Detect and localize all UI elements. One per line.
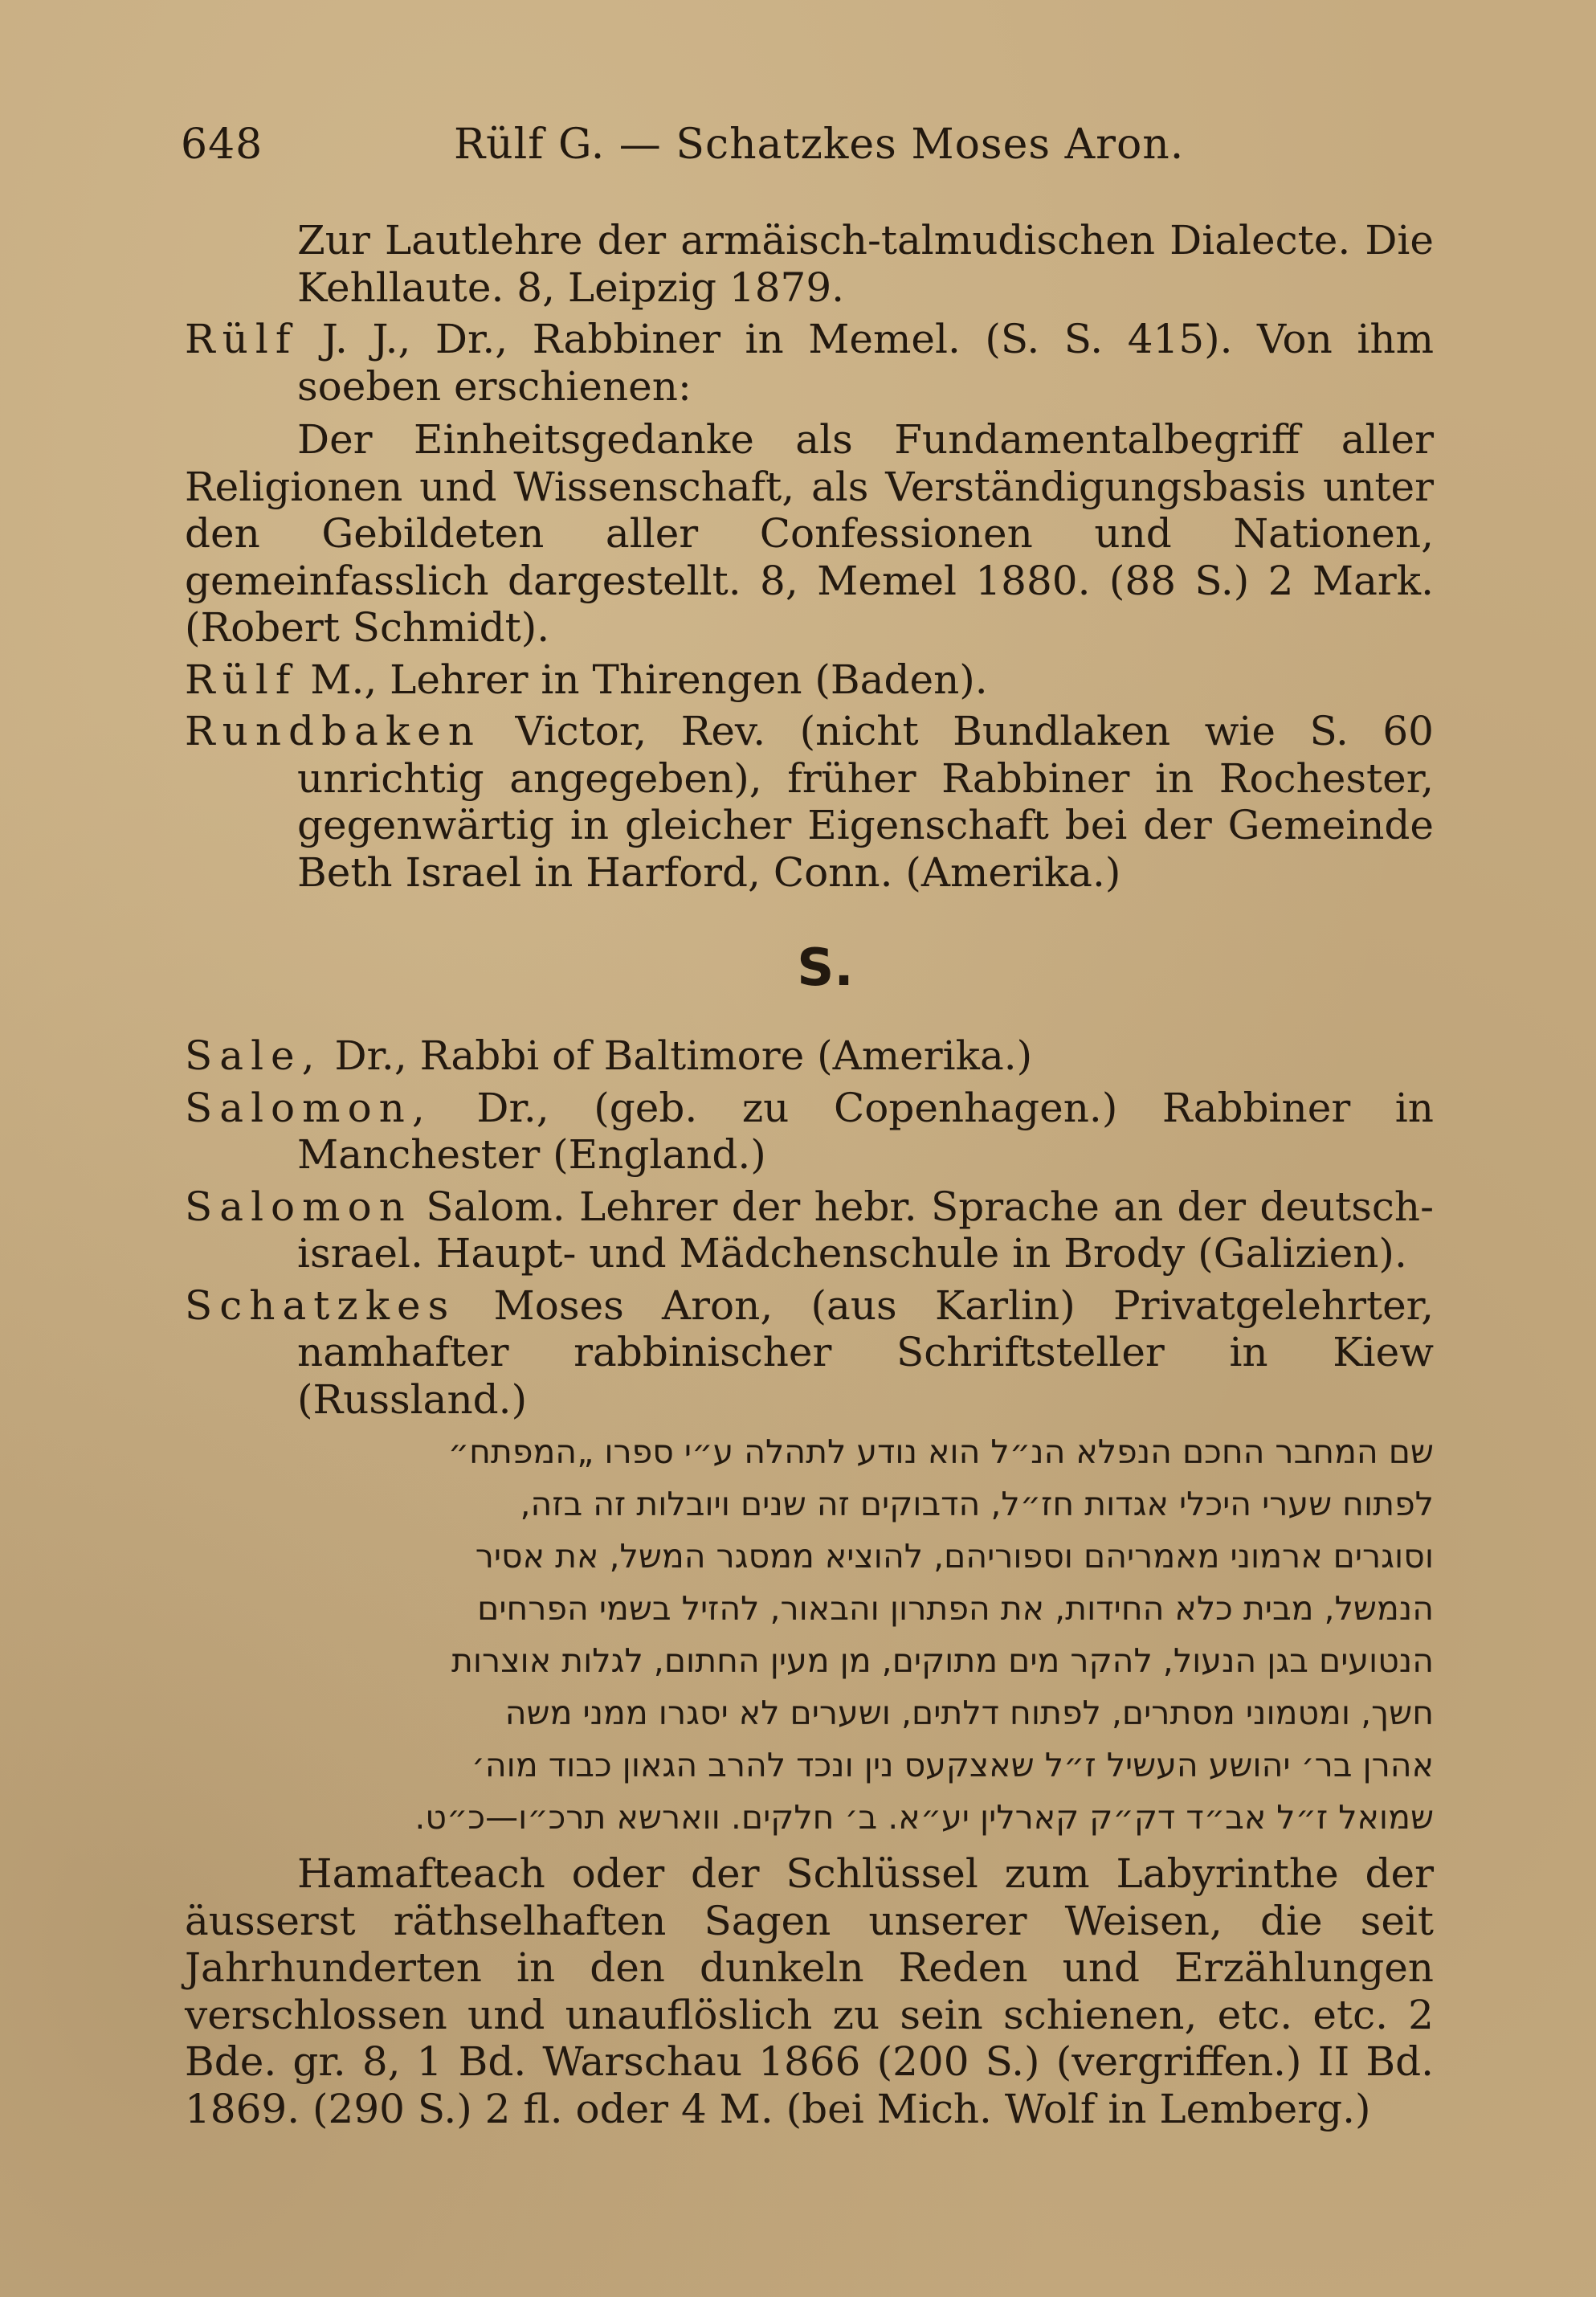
entry-text: Moses Aron, (aus Karlin) Privatgelehrter, namhafter rabbinischer Schriftsteller in Kiew (Russland.) bbox=[297, 1281, 1434, 1423]
entry-name: Schatzkes bbox=[185, 1281, 456, 1329]
entry-rulf-m bbox=[185, 656, 1434, 704]
entry-text: J. J., Dr., Rabbiner in Memel. (S. S. 415). Von ihm soeben erschienen: bbox=[297, 316, 1434, 410]
hebrew-line: שמואל ז״ל אב״ד דק״ק קארלין יע״א. ב׳ חלקים. ווארשא תרכ״ו—כ״ט. bbox=[414, 1798, 1434, 1837]
entry-salomon bbox=[185, 1085, 1434, 1179]
entry-name: Rundbaken bbox=[185, 708, 481, 754]
page-number: 648 bbox=[181, 121, 263, 169]
entry-text: Victor, Rev. (nicht Bundlaken wie S. 60 unrichtig angegeben), früher Rabbiner in Rochester, gegenwärtig in gleicher Eigenschaft bei der Gemeinde Beth Israel in Harford, Conn. (Amerika.) bbox=[297, 708, 1434, 896]
schatzkes-work: Hamafteach oder der Schlüssel zum Labyrinthe der äusserst räthselhaften Sagen unserer Weisen, die seit Jahrhunderten in den dunkeln Reden und Erzählungen verschlossen und unauflöslich zu sein schienen, etc. etc. 2 Bde. gr. 8, 1 Bd. Warschau 1866 (200 S.) (vergriffen.) II Bd. 1869. (290 S.) 2 fl. oder 4 M. (bei Mich. Wolf in Lemberg.) bbox=[185, 1850, 1434, 2132]
entry-salomon-salom bbox=[185, 1183, 1434, 1277]
page-body bbox=[185, 217, 1434, 2132]
hebrew-line: אהרן בר׳ יהושע העשיל ז״ל שאצקעס נין ונכד להרב הגאון כבוד מוה׳ bbox=[471, 1746, 1434, 1784]
running-head: Rülf G. — Schatzkes Moses Aron. bbox=[454, 121, 1185, 169]
rulf-g-continuation: Zur Lautlehre der armäisch-talmudischen Dialecte. Die Kehllaute. 8, Leipzig 1879. bbox=[297, 217, 1434, 311]
hebrew-line: חשך, ומטמוני מסתרים, לפתוח דלתים, ושערים לא יסגרו ממני משה bbox=[504, 1694, 1434, 1732]
page-header bbox=[181, 121, 1434, 185]
hebrew-line: שם המחבר החכם הנפלא הנ״ל הוא נודע לתהלה ע״י ספרו „המפתח״ bbox=[447, 1433, 1434, 1471]
hebrew-line: לפתוח שערי היכלי אגדות חז״ל, הדבוקים זה שנים ויובלות זה בזה, bbox=[520, 1485, 1434, 1523]
entry-name: Salomon, bbox=[185, 1084, 432, 1131]
rulf-j-work: Der Einheitsgedanke als Fundamentalbegriff aller Religionen und Wissenschaft, als Verständigungsbasis unter den Gebildeten aller Confessionen und Nationen, gemeinfasslich dargestellt. 8, Memel 1880. (88 S.) 2 Mark. (Robert Schmidt). bbox=[185, 416, 1434, 651]
entry-text: M., Lehrer in Thirengen (Baden). bbox=[297, 656, 988, 703]
entry-schatzkes bbox=[185, 1282, 1434, 1424]
hebrew-description bbox=[185, 1426, 1434, 1844]
entry-name: Rülf bbox=[185, 656, 298, 703]
entry-text: Dr., Rabbi of Baltimore (Amerika.) bbox=[321, 1032, 1033, 1079]
entry-name: Salomon bbox=[185, 1183, 412, 1230]
entry-text: Salom. Lehrer der hebr. Sprache an der deutsch-israel. Haupt- und Mädchenschule in Brody (Galizien). bbox=[297, 1183, 1434, 1277]
entry-rulf-j bbox=[185, 316, 1434, 410]
entry-text: Dr., (geb. zu Copenhagen.) Rabbiner in Manchester (England.) bbox=[297, 1084, 1434, 1178]
entry-rundbaken bbox=[185, 708, 1434, 896]
hebrew-line: הנמשל, מבית כלא החידות, את הפתרון והבאור, להזיל בשמי הפרחים bbox=[477, 1589, 1434, 1628]
entry-sale bbox=[185, 1032, 1434, 1080]
entry-name: Sale, bbox=[185, 1032, 322, 1079]
hebrew-line: הנטועים בגן הנעול, להקר מים מתוקים, מן מעין החתום, לגלות אוצרות bbox=[451, 1641, 1434, 1680]
section-letter: S. bbox=[797, 938, 854, 998]
hebrew-line: וסוגרים ארמוני מאמריהם וספוריהם, להוציא ממסגר המשל, את אסיר bbox=[475, 1537, 1434, 1576]
entry-name: Rülf bbox=[185, 316, 298, 362]
